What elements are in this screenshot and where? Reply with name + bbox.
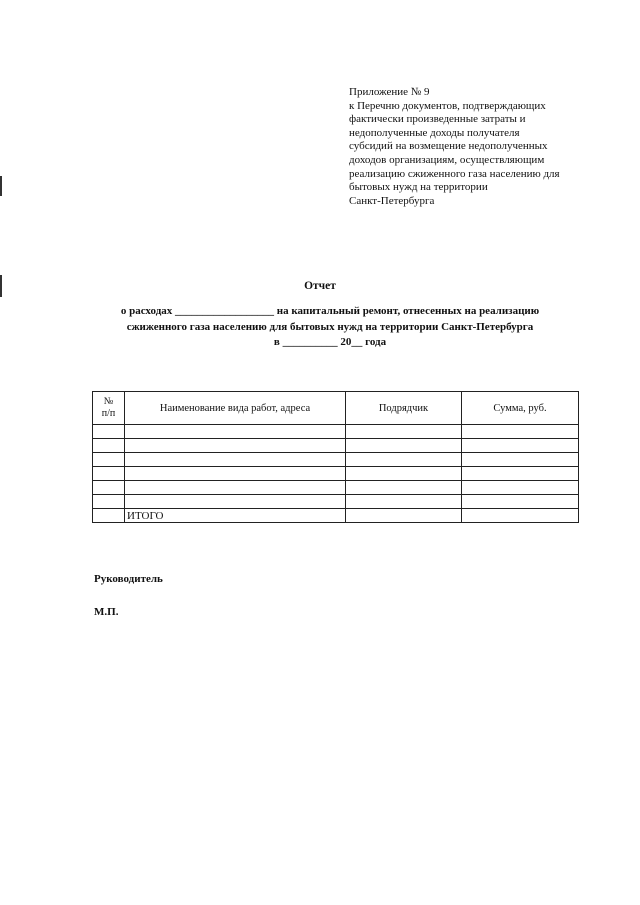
signature-head: Руководитель (94, 573, 163, 585)
table-cell (93, 453, 125, 467)
header-number-sign: № (103, 396, 114, 407)
table-cell (125, 453, 346, 467)
header-sum: Сумма, руб. (462, 392, 579, 425)
table-row (93, 481, 579, 495)
table-cell (93, 481, 125, 495)
table-header-row (93, 392, 579, 425)
document-title: Отчет (304, 280, 336, 292)
table-cell (346, 453, 462, 467)
report-table (92, 391, 579, 523)
scan-edge-mark-top (0, 176, 2, 196)
table-cell (462, 481, 579, 495)
annex-line: Санкт-Петербурга (349, 194, 435, 207)
table-cell (93, 439, 125, 453)
table-cell (346, 467, 462, 481)
table-cell (462, 467, 579, 481)
table-cell (346, 495, 462, 509)
subtitle-line-1: о расходах __________________ на капитальный ремонт, отнесенных на реализацию (120, 305, 540, 317)
table-cell (462, 439, 579, 453)
table-cell (125, 467, 346, 481)
header-number-abbr: п/п (101, 408, 116, 419)
table-cell (125, 425, 346, 439)
annex-line: субсидий на возмещение недополученных (349, 140, 548, 153)
table-body (93, 425, 579, 523)
signature-stamp: М.П. (94, 606, 119, 618)
annex-note (349, 86, 589, 208)
table-cell (462, 425, 579, 439)
table-cell (462, 495, 579, 509)
table-cell (346, 439, 462, 453)
table-cell (346, 509, 462, 523)
total-label: ИТОГО (125, 509, 346, 523)
subtitle-line-3: в __________ 20__ года (273, 336, 387, 348)
annex-line: бытовых нужд на территории (349, 181, 488, 194)
annex-line: доходов организациям, осуществляющим (349, 153, 545, 166)
annex-line: недополученные доходы получателя (349, 126, 520, 139)
table-cell (125, 439, 346, 453)
header-number (93, 392, 125, 425)
table-row (93, 439, 579, 453)
table-cell (93, 495, 125, 509)
table-cell (462, 509, 579, 523)
subtitle-line-2: сжиженного газа населению для бытовых нужд на территории Санкт-Петербурга (126, 320, 534, 333)
table-cell (462, 453, 579, 467)
table-row (93, 495, 579, 509)
table-row-total (93, 509, 579, 523)
annex-line: Приложение № 9 (349, 86, 430, 98)
table-cell (93, 509, 125, 523)
header-work-name: Наименование вида работ, адреса (125, 392, 346, 425)
annex-line: к Перечню документов, подтверждающих (349, 99, 546, 112)
annex-line: фактически произведенные затраты и (349, 113, 526, 126)
table-cell (346, 425, 462, 439)
table-row (93, 467, 579, 481)
annex-line: реализацию сжиженного газа населению для (349, 167, 560, 180)
table-cell (346, 481, 462, 495)
table-cell (93, 467, 125, 481)
document-subtitle (80, 304, 580, 351)
table-cell (125, 495, 346, 509)
header-contractor: Подрядчик (346, 392, 462, 425)
table-row (93, 425, 579, 439)
table-row (93, 453, 579, 467)
table-cell (125, 481, 346, 495)
table-cell (93, 425, 125, 439)
